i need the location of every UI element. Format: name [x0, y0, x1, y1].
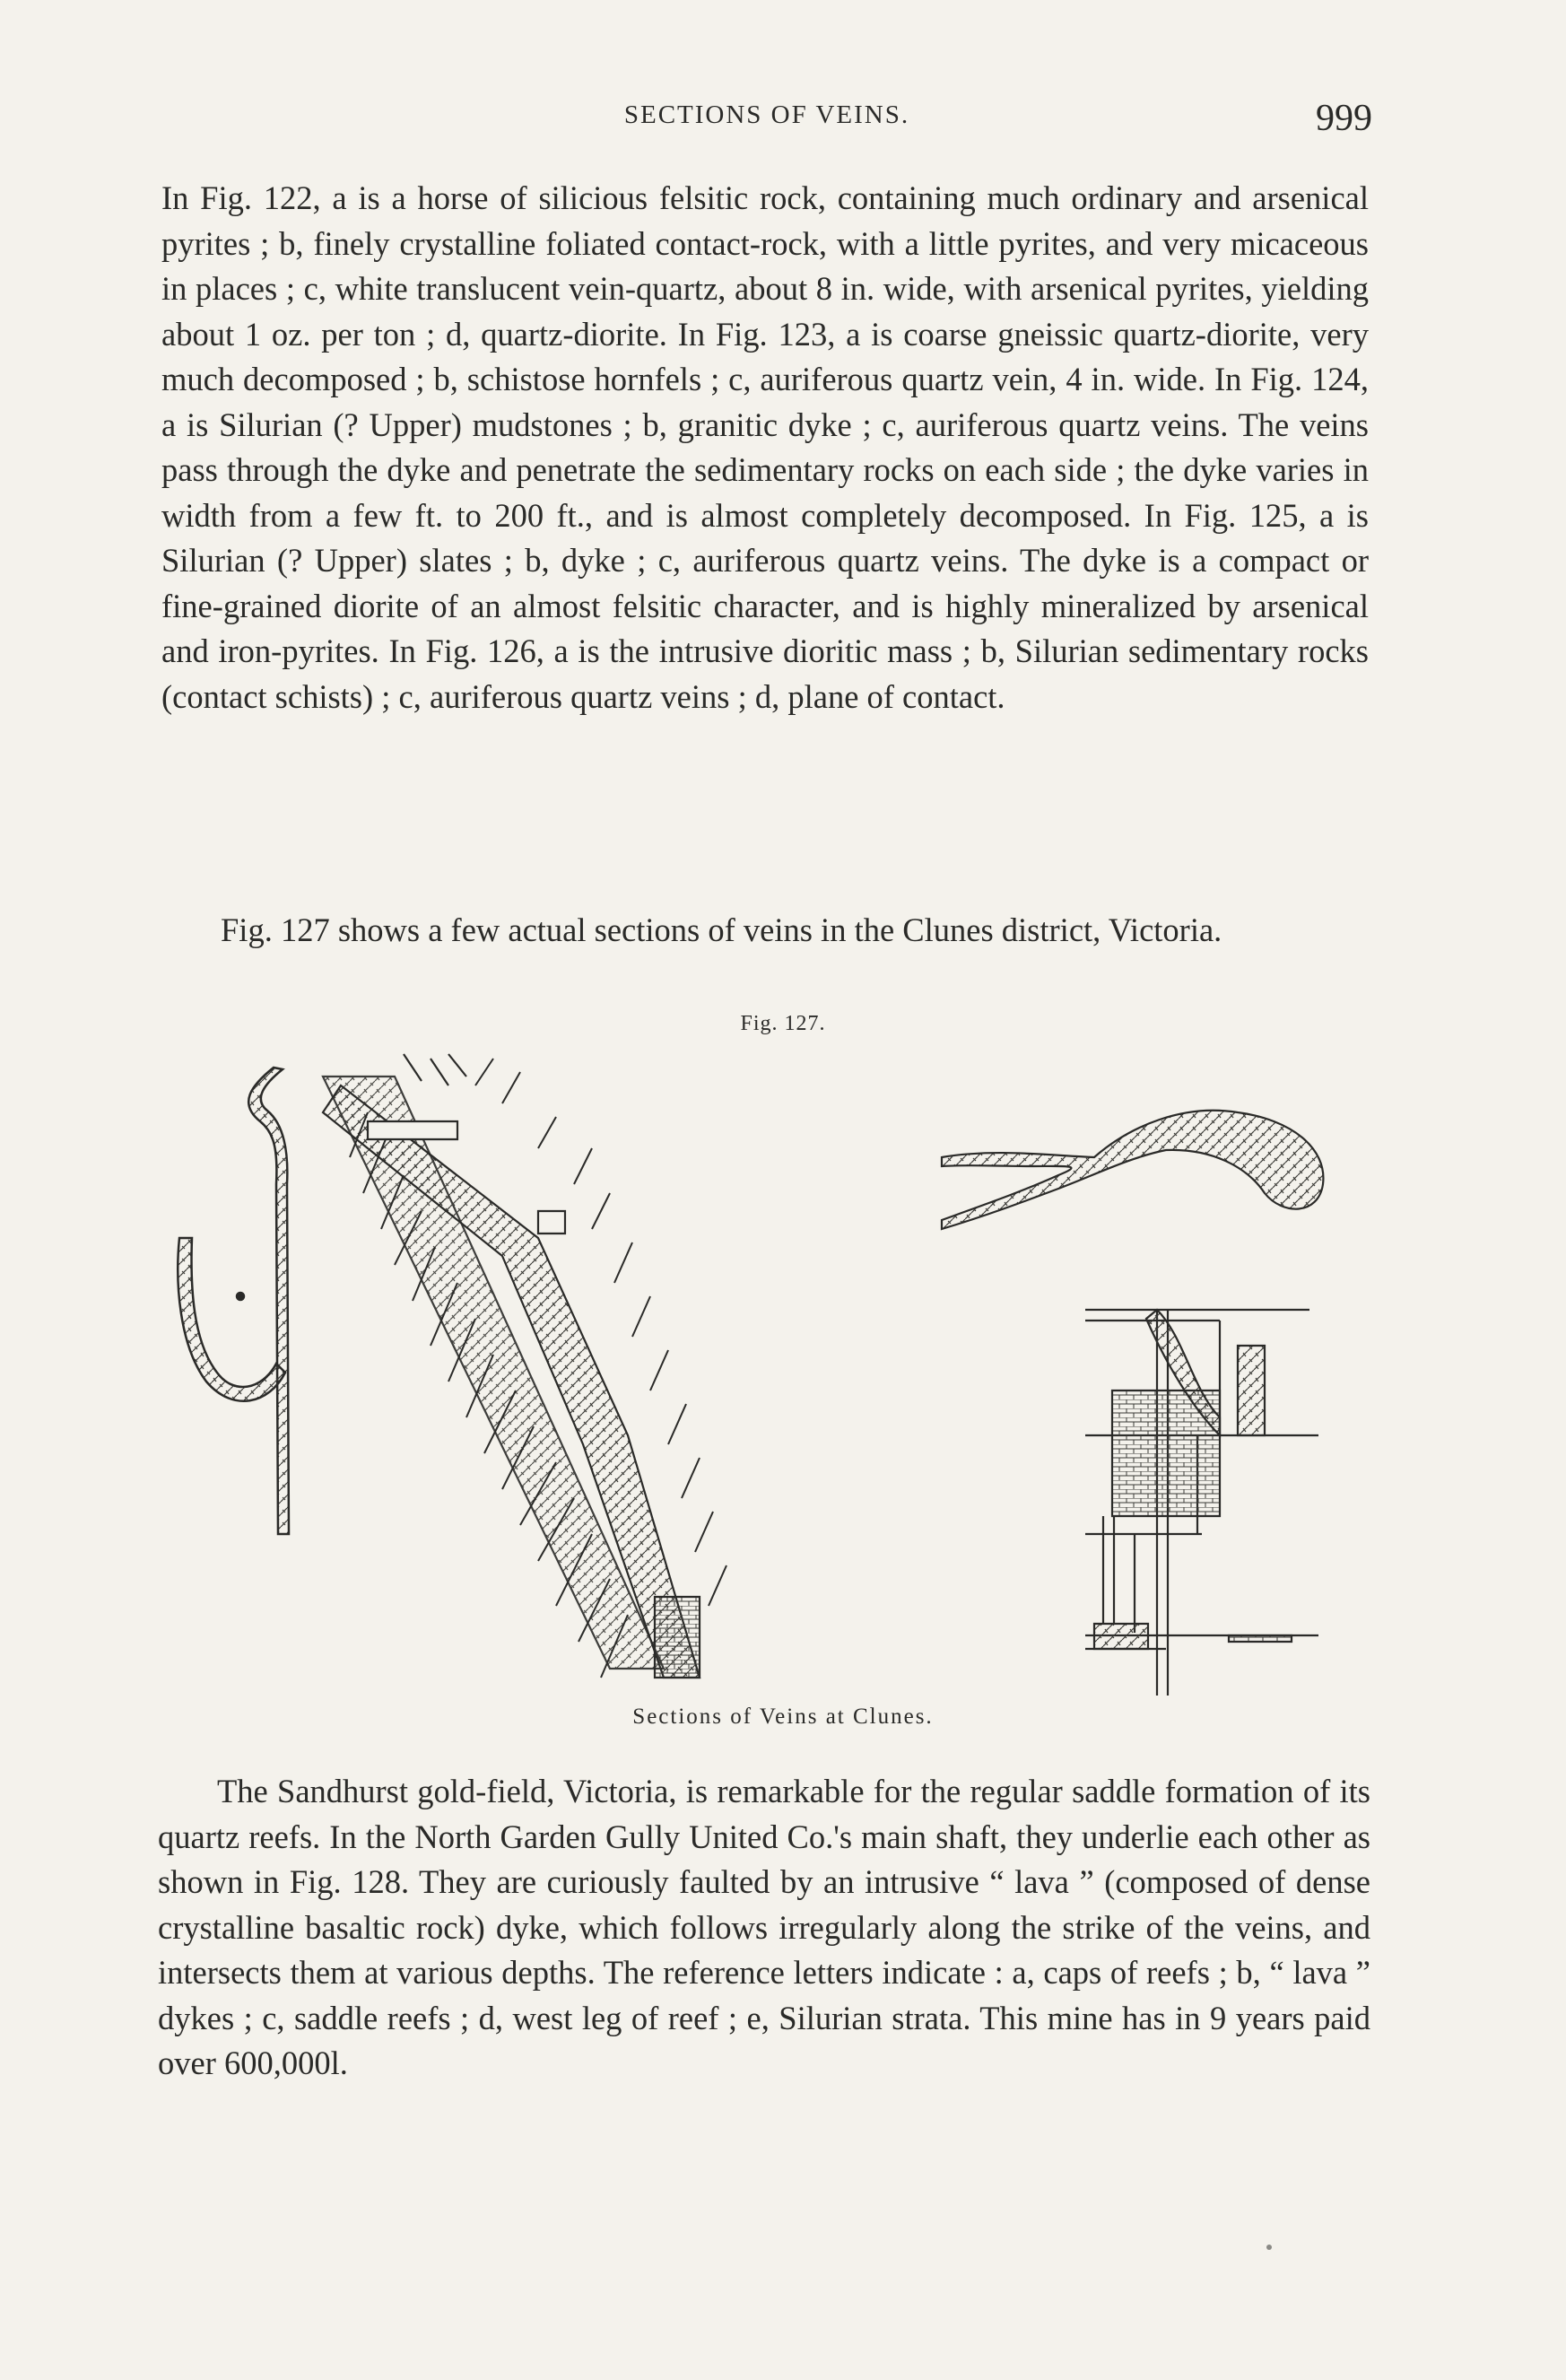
page-number: 999: [1316, 98, 1372, 139]
ink-speck: [1266, 2245, 1272, 2250]
running-title: SECTIONS OF VEINS.: [623, 100, 910, 129]
figure-127-vein-sections: [161, 1050, 1372, 1696]
running-head: [161, 97, 1372, 142]
paragraph-fig-122-126: In Fig. 122, a is a horse of silicious felsitic rock, containing much ordinary and arsenical pyrites ; b, finely crystalline foliated contact-rock, with a little pyrites, and very micaceous in places ; c, white translucent vein-quartz, about 8 in. wide, with arsenical pyrites, yielding about 1 oz. per ton ; d, quartz-diorite. In Fig. 123, a is coarse gneissic quartz-diorite, very much decomposed ; b, schistose hornfels ; c, auriferous quartz vein, 4 in. wide. In Fig. 124, a is Silurian (? Upper) mudstones ; b, granitic dyke ; c, auriferous quartz veins. The veins pass through the dyke and penetrate the sedimentary rocks on each side ; the dyke varies in width from a few ft. to 200 ft., and is almost completely decomposed. In Fig. 125, a is Silurian (? Upper) slates ; b, dyke ; c, auriferous quartz veins. The dyke is a compact or fine-grained diorite of an almost felsitic character, and is highly mineralized by arsenical and iron-pyrites. In Fig. 126, a is the intrusive dioritic mass ; b, Silurian sedimentary rocks (contact schists) ; c, auriferous quartz veins ; d, plane of contact.: [161, 179, 1369, 715]
vein-section-branching: [942, 1111, 1323, 1229]
vein-section-hook: [178, 1068, 289, 1534]
paragraph-sandhurst: The Sandhurst gold-field, Victoria, is remarkable for the regular saddle formation of its quartz reefs. In the North Garden Gully United Co.'s main shaft, they underlie each other as shown in Fig. 128. They are curiously faulted by an intrusive “ lava ” (composed of dense crystalline basaltic rock) dyke, which follows irregularly along the strike of the veins, and intersects them at various depths. The reference letters indicate : a, caps of reefs ; b, “ lava ” dykes ; c, saddle reefs ; d, west leg of reef ; e, Silurian strata. This mine has in 9 years paid over 600,000l.: [158, 1773, 1370, 2081]
paragraph-fig-127-intro: Fig. 127 shows a few actual sections of veins in the Clunes district, Victoria.: [221, 911, 1222, 948]
vein-section-stepped: [1085, 1310, 1318, 1696]
figure-caption: Sections of Veins at Clunes.: [632, 1704, 934, 1729]
figure-label: Fig. 127.: [740, 1012, 826, 1035]
vein-section-diagonal: [323, 1054, 726, 1678]
vein-sections-drawing: [161, 1050, 1372, 1696]
